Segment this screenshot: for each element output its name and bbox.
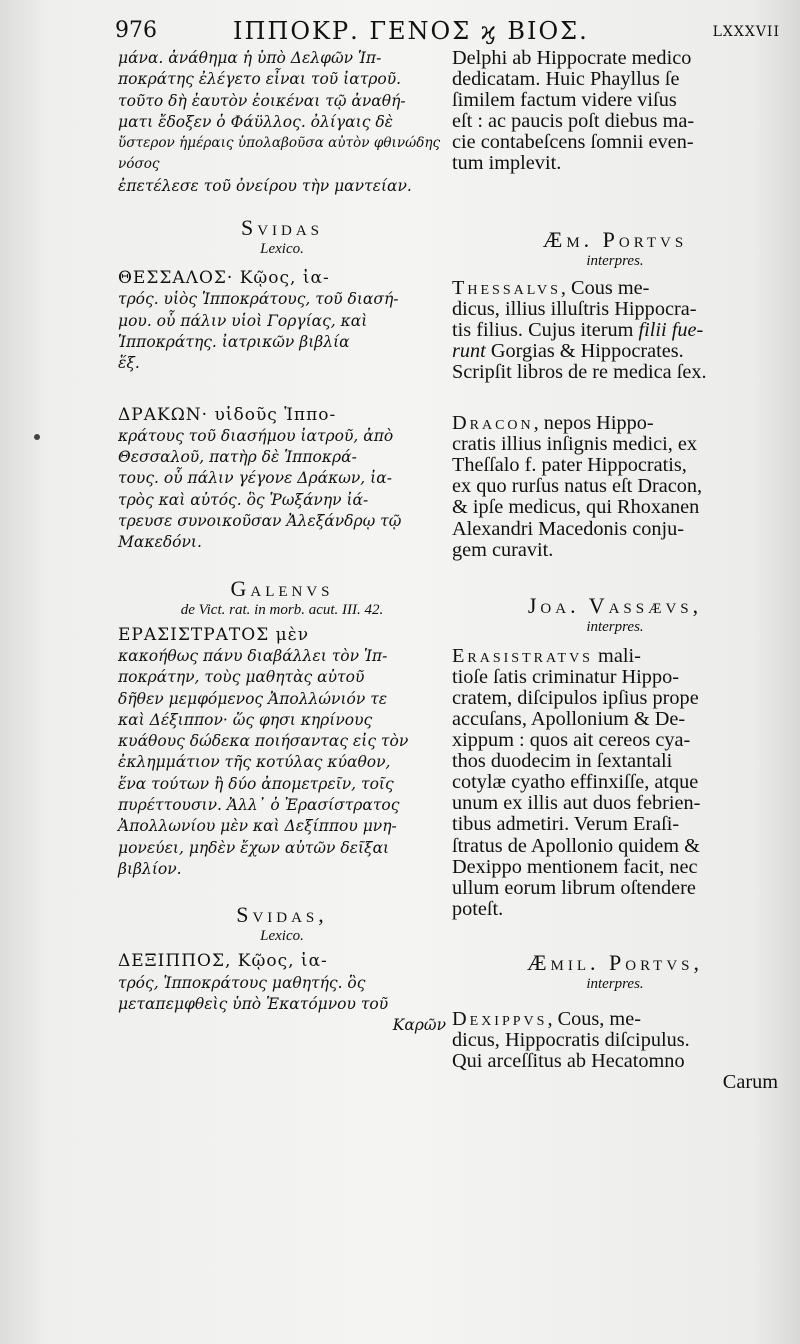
text-line: ΔΡΑΚΩΝ· υἱδοῦς Ἱππο- [118, 404, 337, 425]
text-line: tioſe ſatis criminatur Hippo- [452, 665, 679, 688]
latin-intro [452, 48, 778, 175]
text-line: ἕνα τούτων ἢ δύο ἀπομετρεῖν, τοῖς [118, 774, 394, 793]
entry-erasistratos [118, 625, 446, 881]
text-line: τους. οὗ πάλιν γέγονε Δράκων, ἰα- [118, 469, 392, 488]
text-line: μονεύει, μηδὲν ἔχων αὐτῶν δεῖξαι [118, 838, 390, 857]
entry-lead: Erasistratvs [452, 644, 593, 667]
text-line: ματι ἔδοξεν ὁ Φάϋλλος. ὀλίγαις δὲ [118, 112, 393, 131]
entry-drakon [118, 405, 446, 554]
text-line: Delphi ab Hippocrate medico [452, 47, 692, 69]
translator-subheading: interpres. [586, 618, 644, 635]
page-number: 976 [115, 18, 157, 43]
text-line: Theſſalo f. pater Hippocratis, [452, 454, 687, 477]
text-line: Scripſit libros de re medica ſex. [452, 360, 707, 383]
text-line: cie contabeſcens ſomnii even- [452, 131, 694, 154]
translator-heading-vassaeus: Joa. Vassævs, [527, 592, 703, 618]
page-header [115, 16, 780, 48]
text-line: βιβλίον. [118, 859, 182, 878]
text-line: unum ex illis aut duos febrien- [452, 792, 701, 815]
text-line: gem curavit. [452, 538, 554, 561]
text-line: ΘΕΣΣΑΛΟΣ· Κῷος, ἰα- [118, 268, 330, 289]
text-line: Dexippo mentionem facit, nec [452, 855, 698, 878]
signature-mark: LXXXVII [712, 24, 780, 40]
text-line: xippum : quos ait cereos cya- [452, 729, 691, 752]
text-line: ποκράτην, τοὺς μαθητὰς αὐτοῦ [118, 668, 365, 687]
text-line: Θεσσαλοῦ, πατὴρ δὲ Ἱπποκρά- [118, 448, 357, 467]
text-line: πυρέττουσιν. Ἀλλ᾽ ὁ Ἐρασίστρατος [118, 796, 400, 815]
text-line: dicus, Hippocratis diſcipulus. [452, 1029, 690, 1051]
text-fragment: runt [452, 339, 486, 362]
entry-erasistratus [452, 646, 778, 920]
text-line: ποκράτης ἐλέγετο εἶναι τοῦ ἰατροῦ. [118, 70, 402, 89]
text-line: ΔΕΞΙΠΠΟΣ, Κῷος, ἰα- [118, 951, 328, 972]
latin-column [452, 48, 778, 1093]
text-line: τρευσε συνοικοῦσαν Ἀλεξάνδρῳ τῷ [118, 512, 402, 531]
translator-heading-portus: Æm. Portvs [542, 226, 688, 252]
entry-lead: Dracon [452, 412, 534, 435]
text-line: δῆθεν μεμφόμενος Ἀπολλώνιόν τε [118, 689, 388, 708]
text-fragment: , Cous me- [560, 276, 650, 299]
catchword: Carum [722, 1071, 778, 1094]
text-line: Μακεδόνι. [118, 533, 202, 552]
text-line: κυάθους δώδεκα ποιήσαντας εἰς τὸν [118, 732, 409, 751]
text-line: ἕξ. [118, 354, 140, 373]
translator-heading-portus-2: Æmil. Portvs, [526, 949, 704, 975]
text-fragment: , Cous, me- [547, 1007, 641, 1030]
text-line: ex quo rurſus natus eſt Dracon, [452, 475, 703, 498]
entry-dexippos [118, 951, 446, 1036]
text-line: Ἀπολλωνίου μὲν καὶ Δεξίππου μνη- [118, 817, 397, 836]
text-line: cratem, diſcipulos ipſius prope [452, 686, 699, 709]
text-line: ἐπετέλεσε τοῦ ὀνείρου τὴν μαντείαν. [118, 176, 412, 195]
text-fragment: mali- [592, 644, 641, 667]
text-line: τρός, Ἱπποκράτους μαθητής. ὃς [118, 973, 366, 992]
text-line: μου. οὗ πάλιν υἱοὶ Γοργίας, καὶ [118, 311, 368, 330]
text-line: κακοήθως πάνυ διαβάλλει τὸν Ἱπ- [118, 646, 388, 665]
text-line: τρός. υἱὸς Ἱπποκράτους, τοῦ διασή- [118, 290, 399, 309]
text-line: poteſt. [452, 897, 504, 920]
source-subheading: Lexico. [260, 928, 304, 945]
entry-thessalus [452, 278, 778, 383]
text-line: dedicatam. Huic Phayllus ſe [452, 68, 680, 91]
entry-dracon [452, 413, 778, 561]
text-line: Qui arceſſitus ab Hecatomno [452, 1050, 685, 1073]
ink-spot [34, 434, 40, 440]
translator-subheading: interpres. [586, 975, 644, 992]
source-subheading: Lexico. [260, 241, 304, 258]
text-line: Ἱπποκράτης. ἰατρικῶν βιβλία [118, 332, 350, 351]
source-heading-suidas: Svidas [240, 215, 324, 241]
text-line: thos duodecim in ſextantali [452, 750, 673, 773]
text-line: accuſans, Apollonium & De- [452, 707, 686, 730]
source-heading-suidas-2: Svidas, [236, 902, 328, 928]
text-line: τοῦτο δὴ ἑαυτὸν ἐοικέναι τῷ ἀναθή- [118, 91, 406, 110]
text-line: Alexandri Macedonis conju- [452, 517, 685, 540]
text-line: μεταπεμφθεὶς ὑπὸ Ἑκατόμνου τοῦ [118, 994, 389, 1013]
text-fragment: filii fue- [633, 318, 704, 341]
text-fragment: , nepos Hippo- [533, 412, 654, 435]
text-line: dicus, illius illuſtris Hippocra- [452, 297, 697, 320]
text-line: cratis illius inſignis medici, ex [452, 433, 698, 456]
text-line: tibus admetiri. Verum Eraſi- [452, 813, 680, 836]
translator-subheading: interpres. [586, 252, 644, 269]
text-line: ſtratus de Apollonio quidem & [452, 834, 700, 857]
text-line: eſt : ac paucis poſt diebus ma- [452, 110, 695, 133]
entry-thessalos [118, 268, 446, 374]
entry-lead: Thessalvs [452, 276, 561, 299]
source-heading-galenus: Galenvs [230, 575, 334, 601]
text-line: ΕΡΑΣΙΣΤΡΑΤΟΣ μὲν [118, 624, 310, 645]
text-line: ἐκλημμάτιον τῆς κοτύλας κύαθον, [118, 753, 391, 772]
greek-column [118, 48, 446, 1036]
text-line: καὶ Δέξιππον· ὥς φησι κηρίνους [118, 710, 373, 729]
entry-lead: Dexippvs [452, 1007, 548, 1030]
catchword: Καρῶν [392, 1016, 446, 1035]
source-subheading: de Vict. rat. in morb. acut. III. 42. [180, 601, 384, 618]
text-fragment: tis filius. Cujus iterum [452, 318, 634, 341]
text-line: ſimilem factum videre viſus [452, 89, 677, 112]
text-line: μάνα. ἀνάθημα ἡ ὑπὸ Δελφῶν Ἱπ- [118, 49, 382, 67]
text-line: κράτους τοῦ διασήμου ἰατροῦ, ἀπὸ [118, 426, 394, 445]
text-line: & ipſe medicus, qui Rhoxanen [452, 496, 700, 519]
text-line: tum implevit. [452, 152, 562, 175]
text-line: cotylæ cyatho effinxiſſe, atque [452, 771, 699, 794]
text-line: τρὸς καὶ αὐτός. ὃς Ῥωξάνην ἰά- [118, 490, 369, 509]
running-title: ΙΠΠΟΚΡ. ΓΕΝΟΣ ϗ ΒΙΟΣ. [233, 17, 589, 45]
text-fragment: Gorgias & Hippocrates. [485, 339, 684, 362]
entry-dexippus [452, 1009, 778, 1093]
text-line: ὕστερον ἡμέραις ὑπολαβοῦσα αὐτὸν φθινώδης νόσος [118, 135, 441, 173]
greek-intro [118, 48, 446, 197]
text-line: ullum eorum librum oſtendere [452, 876, 696, 899]
